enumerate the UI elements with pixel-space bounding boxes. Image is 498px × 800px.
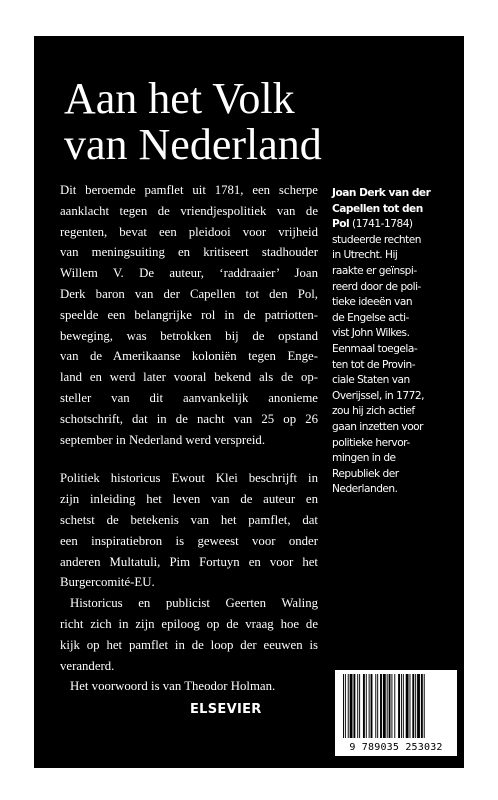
blurb-paragraph-2 <box>60 468 318 593</box>
book-back-cover <box>34 36 464 768</box>
barcode-bar <box>389 674 391 738</box>
text-line: Burgercomité-EU. <box>60 575 155 590</box>
barcode-bar <box>348 674 349 738</box>
barcode-bar <box>359 674 360 738</box>
author-bio-text <box>332 233 454 498</box>
bio-line: ten tot de Provin- <box>332 358 416 371</box>
text-line: richt zich in zijn epiloog op de vraag hoe de <box>60 616 318 631</box>
author-name-line: Pol <box>332 218 350 231</box>
barcode-bar <box>371 674 373 738</box>
barcode-bar <box>369 674 370 738</box>
title-line: Aan het Volk <box>64 74 295 123</box>
barcode-bar <box>357 674 358 738</box>
text-line: Politiek historicus Ewout Klei beschrijft in <box>60 471 318 486</box>
text-line: beweging, was betrokken bij de opstand <box>60 328 318 343</box>
barcode-bar <box>380 674 382 738</box>
bio-line: Eenmaal toegela- <box>332 342 418 355</box>
book-title <box>64 76 322 168</box>
text-line: land en werd later vooral bekend als de op- <box>60 370 318 385</box>
blurb-paragraph-4 <box>60 676 318 697</box>
text-line: schetst de betekenis van het pamflet, dat <box>60 512 318 527</box>
text-line: veranderd. <box>60 658 115 673</box>
barcode-bar <box>403 674 404 738</box>
barcode-bar <box>345 674 346 738</box>
barcode-bars <box>341 674 451 740</box>
author-name-line: Joan Derk van der <box>332 187 431 199</box>
barcode-bar <box>421 674 423 738</box>
publisher-logo: ELSEVIER <box>190 702 262 717</box>
bio-line: politieke hervor- <box>332 436 410 449</box>
author-lifespan: (1741-1784) <box>349 218 413 231</box>
bio-line: in Utrecht. Hij <box>332 249 398 262</box>
text-line: een inspiratiebron is geweest voor onder <box>60 533 318 548</box>
bio-line: Overijssel, in 1772, <box>332 389 424 402</box>
bio-line: studeerde rechten <box>332 233 421 246</box>
bio-line: mingen in de <box>332 452 396 465</box>
barcode-bar <box>363 674 365 738</box>
text-line: Historicus en publicist Geerten Waling <box>70 596 318 611</box>
barcode-bar <box>391 674 392 738</box>
text-line: Willem V. De auteur, ‘raddraaier’ Joan <box>60 266 318 281</box>
bio-line: Nederlanden. <box>332 483 398 496</box>
barcode-bar <box>398 674 400 738</box>
barcode-bar <box>343 674 344 738</box>
author-name-line: Capellen tot den <box>332 202 423 215</box>
bio-line: Republiek der <box>332 467 399 480</box>
barcode-bar <box>417 674 420 738</box>
barcode-bar <box>394 674 395 738</box>
text-line: anderen Multatuli, Pim Fortuyn en voor het <box>60 554 318 569</box>
text-line: zijn inleiding het leven van de auteur en <box>60 492 318 507</box>
blurb-paragraph-1 <box>60 180 318 450</box>
barcode-bar <box>350 674 353 738</box>
text-line: speelde een belangrijke rol in de patriotten- <box>60 307 318 322</box>
title-line: van Nederland <box>64 120 322 169</box>
text-line: kijk op het pamflet in de loop der eeuwen is <box>60 637 318 652</box>
text-line: regenten, bevat een pleidooi voor vrijheid <box>60 224 318 239</box>
text-line: steller van dit aanvankelijk anonieme <box>60 390 318 405</box>
blurb-text <box>60 180 318 697</box>
text-line: Het voorwoord is van Theodor Holman. <box>70 679 276 694</box>
bio-line: zou hij zich actief <box>332 405 415 418</box>
text-line: schotschrift, dat in de nacht van 25 op 26 <box>60 411 318 426</box>
barcode-bar <box>415 674 416 738</box>
barcode-bar <box>377 674 378 738</box>
isbn-barcode <box>335 670 457 756</box>
barcode-bar <box>375 674 376 738</box>
bio-line: tieke ideeën van <box>332 296 413 309</box>
bio-line: raakte er geïnspi- <box>332 264 417 277</box>
barcode-bar <box>401 674 402 738</box>
text-line: aanklacht tegen de vriendjespolitiek van de <box>60 203 318 218</box>
bio-line: vist John Wilkes. <box>332 327 410 340</box>
barcode-bar <box>406 674 409 738</box>
text-line: Derk baron van der Capellen tot den Pol, <box>60 286 318 301</box>
barcode-bar <box>366 674 367 738</box>
barcode-bar <box>353 674 355 738</box>
text-line: van de Amerikaanse koloniën tegen Enge- <box>60 349 318 364</box>
blurb-paragraph-3 <box>60 593 318 676</box>
barcode-bar <box>383 674 386 738</box>
barcode-bar <box>424 674 425 738</box>
text-line: Dit beroemde pamflet uit 1781, een scherpe <box>60 183 318 197</box>
bio-line: gaan inzetten voor <box>332 420 424 433</box>
text-line: september in Nederland werd verspreid. <box>60 432 266 447</box>
text-line: van meningsuiting en kritiseert stadhouder <box>60 245 318 260</box>
isbn-number: 9 789035 253032 <box>349 742 443 753</box>
barcode-bar <box>387 674 388 738</box>
bio-line: ciale Staten van <box>332 374 410 387</box>
author-bio <box>332 186 454 498</box>
barcode-bar <box>410 674 411 738</box>
bio-line: reerd door de poli- <box>332 280 421 293</box>
barcode-bar <box>412 674 414 738</box>
bio-line: de Engelse acti- <box>332 311 409 324</box>
